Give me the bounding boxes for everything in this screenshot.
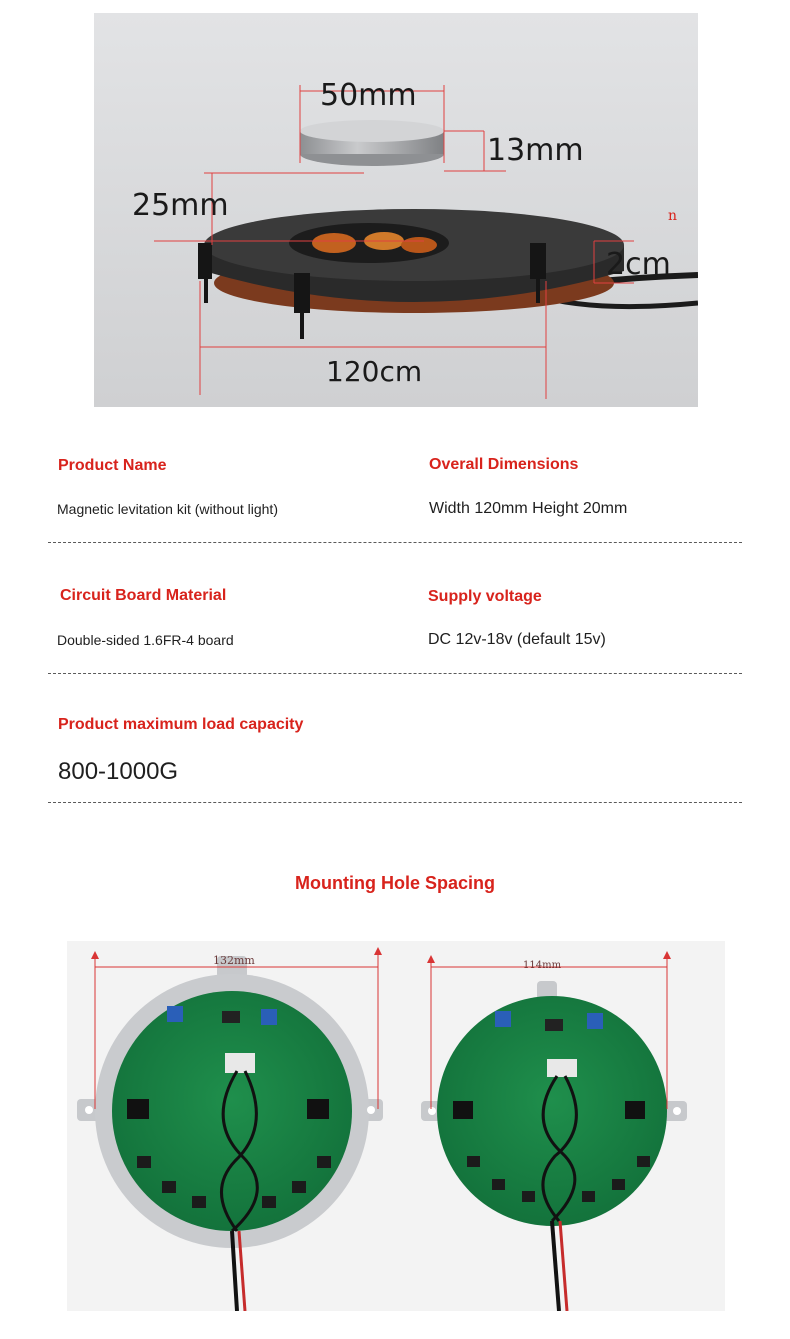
divider: [48, 673, 742, 674]
product-name-label: Product Name: [58, 457, 167, 474]
board-material-label: Circuit Board Material: [60, 587, 227, 604]
magnet-width-label: 50mm: [320, 78, 417, 113]
board-material-value: Double-sided 1.6FR-4 board: [57, 632, 234, 648]
supply-voltage-value: DC 12v-18v (default 15v): [428, 631, 606, 648]
section-title: Mounting Hole Spacing: [295, 873, 495, 893]
left-spacing-label: 132mm: [213, 954, 255, 967]
base-width-label: 120cm: [326, 355, 423, 388]
magnet-height-label: 13mm: [487, 133, 584, 168]
mounting-hole-photo: [67, 941, 725, 1311]
overall-dimensions-value: Width 120mm Height 20mm: [429, 500, 628, 517]
divider: [48, 802, 742, 803]
divider: [48, 542, 742, 543]
gap-label: 25mm: [132, 188, 229, 223]
max-load-label: Product maximum load capacity: [58, 716, 304, 733]
magnet-disc: [300, 120, 444, 166]
product-dimension-photo: [94, 13, 698, 407]
product-name-value: Magnetic levitation kit (without light): [57, 501, 278, 517]
base-height-label: 2cm: [606, 247, 671, 282]
overall-dimensions-label: Overall Dimensions: [429, 456, 579, 473]
stray-mark: n: [668, 208, 678, 224]
max-load-value: 800-1000G: [58, 758, 179, 785]
right-spacing-label: 114mm: [523, 960, 562, 971]
supply-voltage-label: Supply voltage: [428, 588, 542, 605]
